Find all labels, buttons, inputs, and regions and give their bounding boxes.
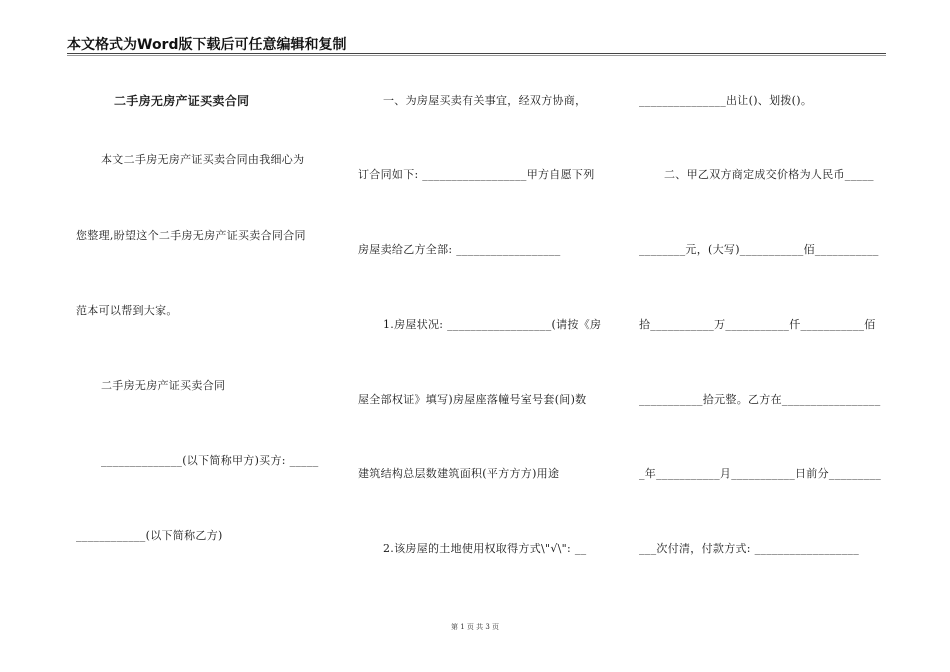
section-heading: 二手房无房产证买卖合同 (101, 379, 226, 392)
contract-title: 二手房无房产证买卖合同 (114, 94, 250, 108)
paragraph-line: _______________出让()、划拨()。 (639, 94, 813, 107)
paragraph-line: ________元，(大写)___________佰___________ (639, 243, 879, 256)
party-b-line: ____________(以下简称乙方) (76, 529, 223, 542)
paragraph-line: 拾___________万___________仟___________佰 (639, 318, 876, 331)
page-number: 第 1 页 共 3 页 (450, 623, 500, 631)
paragraph-line: ___________拾元整。乙方在_________________ (639, 393, 881, 406)
paragraph-line: 二、甲乙双方商定成交价格为人民币_____ (664, 168, 874, 181)
header-title: 本文格式为Word版下载后可任意编辑和复制 (67, 37, 347, 53)
paragraph-line: 订合同如下: __________________甲方自愿下列 (358, 168, 595, 181)
paragraph-line: 范本可以帮到大家。 (76, 304, 178, 317)
paragraph-line: 一、为房屋买卖有关事宜，经双方协商， (383, 94, 587, 107)
paragraph-line: 本文二手房无房产证买卖合同由我细心为 (101, 153, 305, 166)
paragraph-line: _年___________月___________日前分_________ (639, 467, 882, 480)
paragraph-line: ___次付清，付款方式: __________________ (639, 542, 860, 555)
paragraph-line: 建筑结构总层数建筑面积(平方方方)用途 (358, 467, 560, 480)
paragraph-line: 房屋卖给乙方全部: __________________ (358, 243, 561, 256)
header-divider (67, 53, 886, 54)
paragraph-line: 1.房屋状况: __________________(请按《房 (383, 318, 602, 331)
paragraph-line: 2.该房屋的土地使用权取得方式\"√\": __ (383, 542, 587, 555)
paragraph-line: 您整理,盼望这个二手房无房产证买卖合同合同 (76, 229, 306, 242)
paragraph-line: 屋全部权证》填写)房屋座落幢号室号套(间)数 (358, 393, 587, 406)
header-divider-thin (67, 55, 886, 56)
party-a-line: ______________(以下简称甲方)买方: _____ (101, 454, 319, 467)
